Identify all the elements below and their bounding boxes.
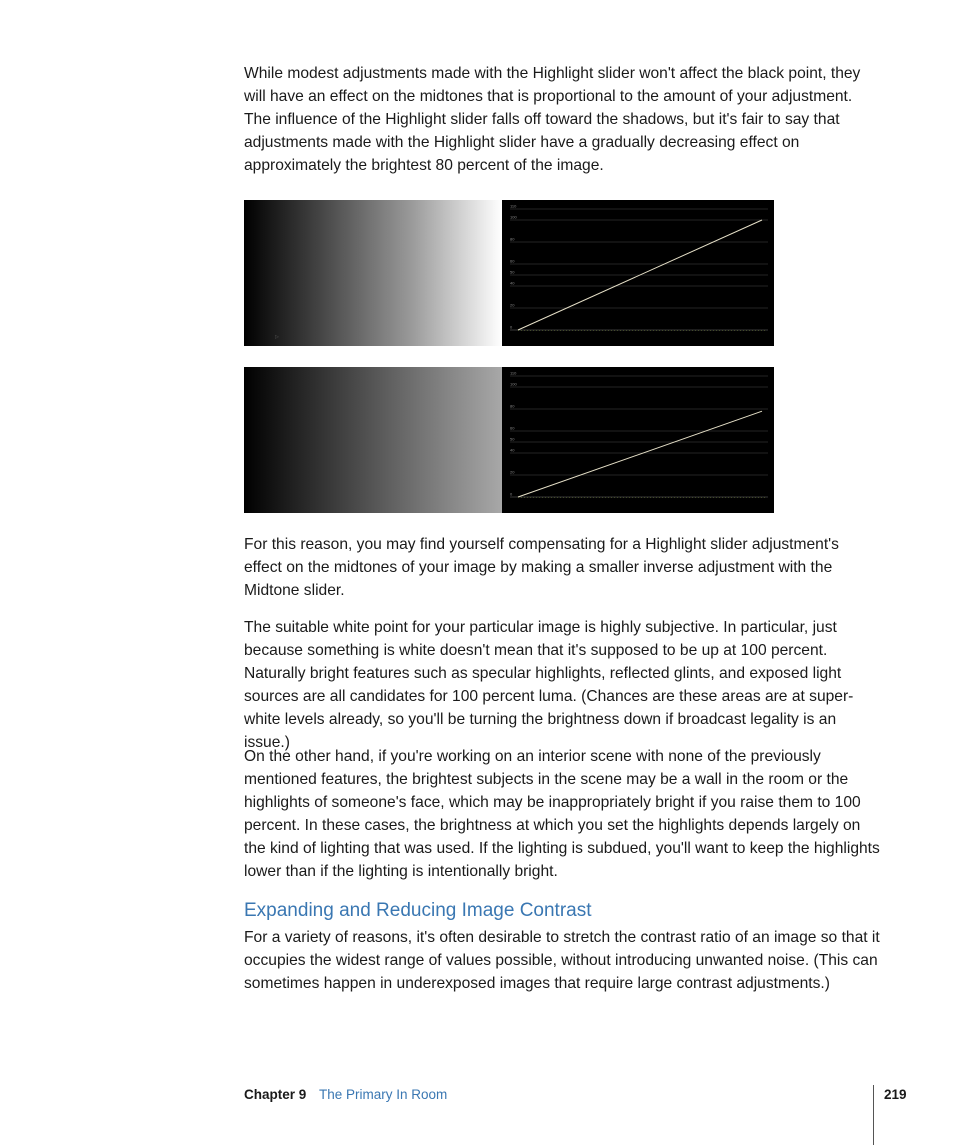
waveform-monitor [502,200,774,346]
waveform-scale-label: 0 [510,491,513,497]
waveform-scale-label: 20 [510,469,515,475]
waveform-trace [518,411,762,497]
waveform-monitor [502,367,774,513]
body-paragraph: For this reason, you may find yourself compensating for a Highlight slider adjustment's effect on the midtones of your image by making a smaller inverse adjustment with the Midtone slider. [244,536,839,599]
waveform-scale-label: 100 [510,214,517,220]
pointer-cursor-icon: ▹ [275,332,280,341]
footer-chapter: Chapter 9 [244,1087,307,1102]
figure-highlight-reduced [244,367,774,513]
waveform-scale-label: 110 [510,370,517,376]
figure-highlight-adjusted [244,200,774,346]
waveform-scale-label: 50 [510,436,515,442]
waveform-scale-label: 0 [510,324,513,330]
body-paragraph: While modest adjustments made with the Highlight slider won't affect the black point, they will have an effect on the midtones that is proportional to the amount of your adjustment. The influence of the Highlight slider falls off toward the shadows, but it's fair to say that adjustments made with the Highlight slider have a gradually decreasing effect on approximately the brightest 80 percent of the image. [244,65,861,174]
footer-divider [873,1085,874,1145]
waveform-scale-label: 110 [510,203,517,209]
gradient-image [244,367,502,513]
waveform-scale-label: 100 [510,381,517,387]
footer-chapter-title: The Primary In Room [319,1087,448,1102]
waveform-scale-label: 20 [510,302,515,308]
waveform-scale-label: 60 [510,425,515,431]
page-number: 219 [884,1087,907,1102]
body-paragraph: On the other hand, if you're working on an interior scene with none of the previously mentioned features, the brightest subjects in the scene may be a wall in the room or the highlights of someone's face, which may be inappropriately bright if you raise them to 100 percent. In these cases, the brightness at which you set the highlights depends largely on the kind of lighting that was used. If the lighting is subdued, you'll want to keep the highlights lower than if the lighting is intentionally bright. [244,748,880,880]
body-paragraph: For a variety of reasons, it's often desirable to stretch the contrast ratio of an image so that it occupies the widest range of values possible, without introducing unwanted noise. (This can sometimes happen in underexposed images that require large contrast adjustments.) [244,929,880,992]
body-paragraph: The suitable white point for your particular image is highly subjective. In particular, just because something is white doesn't mean that it's supposed to be up at 100 percent. Naturally bright features such as specular highlights, reflected glints, and exposed light sources are all candidates for 100 percent luma. (Chances are these areas are at super-white levels already, so you'll be turning the brightness down if broadcast legality is an issue.) [244,619,854,751]
waveform-scale-label: 50 [510,269,515,275]
waveform-scale-label: 80 [510,236,515,242]
waveform-scale-label: 40 [510,447,515,453]
gradient-image [244,200,502,346]
waveform-scale-label: 60 [510,258,515,264]
waveform-scale-label: 40 [510,280,515,286]
section-heading: Expanding and Reducing Image Contrast [244,900,592,921]
waveform-scale-label: 80 [510,403,515,409]
